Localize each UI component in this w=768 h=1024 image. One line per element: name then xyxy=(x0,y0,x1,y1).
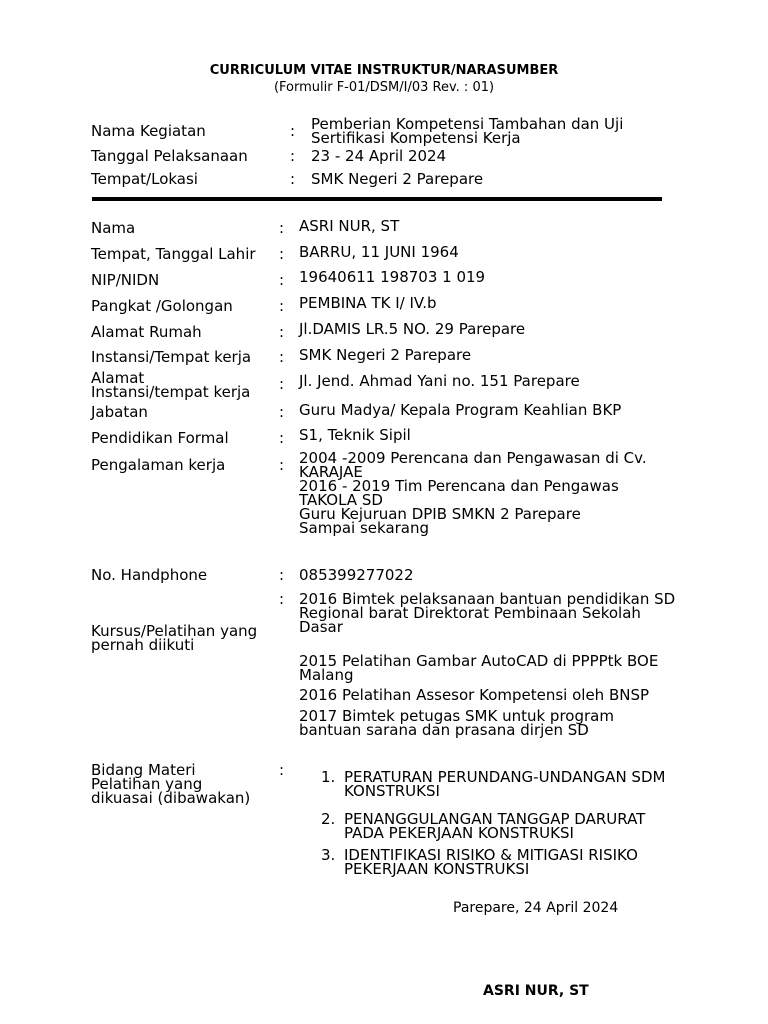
list-item-bidang-1: PERATURAN PERUNDANG-UNDANGAN SDM KONSTRUKSI xyxy=(344,768,666,800)
colon: : xyxy=(279,761,285,779)
label-nama: Nama xyxy=(91,219,136,237)
value-tempat-lokasi: SMK Negeri 2 Parepare xyxy=(311,170,484,188)
value-nama-kegiatan: Pemberian Kompetensi Tambahan dan Uji Sertifikasi Kompetensi Kerja xyxy=(311,115,624,147)
colon: : xyxy=(279,323,285,341)
document-title: CURRICULUM VITAE INSTRUKTUR/NARASUMBER xyxy=(209,63,559,78)
label-tempat-lokasi: Tempat/Lokasi xyxy=(91,170,198,188)
value-pangkat: PEMBINA TK I/ IV.b xyxy=(299,294,437,312)
label-pendidikan: Pendidikan Formal xyxy=(91,429,229,447)
value-pendidikan: S1, Teknik Sipil xyxy=(299,426,411,444)
value-kursus-3: 2016 Pelatihan Assesor Kompetensi oleh BNSP xyxy=(299,686,650,704)
label-kursus: Kursus/Pelatihan yang pernah diikuti xyxy=(91,622,258,654)
value-kursus-1: 2016 Bimtek pelaksanaan bantuan pendidikan SD Regional barat Direktorat Pembinaan Sekolah Dasar xyxy=(299,590,676,636)
value-tanggal-pelaksanaan: 23 - 24 April 2024 xyxy=(311,147,447,165)
label-nip: NIP/NIDN xyxy=(91,271,160,289)
colon: : xyxy=(279,219,285,237)
colon: : xyxy=(279,348,285,366)
colon: : xyxy=(290,122,296,140)
label-jabatan: Jabatan xyxy=(91,403,148,421)
value-alamat-instansi: Jl. Jend. Ahmad Yani no. 151 Parepare xyxy=(299,372,580,390)
colon: : xyxy=(290,170,296,188)
colon: : xyxy=(279,590,285,608)
label-pangkat: Pangkat /Golongan xyxy=(91,297,233,315)
value-kursus-4: 2017 Bimtek petugas SMK untuk program bantuan sarana dan prasana dirjen SD xyxy=(299,707,614,739)
colon: : xyxy=(279,297,285,315)
label-ttl: Tempat, Tanggal Lahir xyxy=(91,245,256,263)
label-alamat-instansi: Alamat Instansi/tempat kerja xyxy=(91,369,251,401)
label-bidang-materi: Bidang Materi Pelatihan yang dikuasai (dibawakan) xyxy=(91,761,251,807)
label-instansi: Instansi/Tempat kerja xyxy=(91,348,252,366)
list-number: 3. xyxy=(321,846,336,864)
list-item-bidang-2: PENANGGULANGAN TANGGAP DARURAT PADA PEKERJAAN KONSTRUKSI xyxy=(344,810,646,842)
colon: : xyxy=(279,375,285,393)
signature-place-date: Parepare, 24 April 2024 xyxy=(453,900,619,916)
colon: : xyxy=(279,456,285,474)
label-nama-kegiatan: Nama Kegiatan xyxy=(91,122,206,140)
value-nip: 19640611 198703 1 019 xyxy=(299,268,486,286)
value-jabatan: Guru Madya/ Kepala Program Keahlian BKP xyxy=(299,401,622,419)
value-instansi: SMK Negeri 2 Parepare xyxy=(299,346,472,364)
label-handphone: No. Handphone xyxy=(91,566,208,584)
list-number: 2. xyxy=(321,810,336,828)
list-item-bidang-3: IDENTIFIKASI RISIKO & MITIGASI RISIKO PEKERJAAN KONSTRUKSI xyxy=(344,846,638,878)
colon: : xyxy=(279,271,285,289)
colon: : xyxy=(279,403,285,421)
label-alamat-rumah: Alamat Rumah xyxy=(91,323,202,341)
document-subtitle: (Formulir F-01/DSM/I/03 Rev. : 01) xyxy=(273,80,495,95)
colon: : xyxy=(290,147,296,165)
colon: : xyxy=(279,429,285,447)
list-number: 1. xyxy=(321,768,336,786)
colon: : xyxy=(279,245,285,263)
value-handphone: 085399277022 xyxy=(299,566,414,584)
value-kursus-2: 2015 Pelatihan Gambar AutoCAD di PPPPtk BOE Malang xyxy=(299,652,659,684)
colon: : xyxy=(279,566,285,584)
label-pengalaman: Pengalaman kerja xyxy=(91,456,226,474)
section-divider xyxy=(92,197,662,201)
value-ttl: BARRU, 11 JUNI 1964 xyxy=(299,243,459,261)
signature-name: ASRI NUR, ST xyxy=(483,983,589,999)
value-nama: ASRI NUR, ST xyxy=(299,217,400,235)
label-tanggal-pelaksanaan: Tanggal Pelaksanaan xyxy=(91,147,248,165)
value-pengalaman: 2004 -2009 Perencana dan Pengawasan di Cv. KARAJAE 2016 - 2019 Tim Perencana dan Pengawas TAKOLA SD Guru Kejuruan DPIB SMKN 2 Parepare Sampai sekarang xyxy=(299,449,647,537)
value-alamat-rumah: Jl.DAMIS LR.5 NO. 29 Parepare xyxy=(299,320,526,338)
